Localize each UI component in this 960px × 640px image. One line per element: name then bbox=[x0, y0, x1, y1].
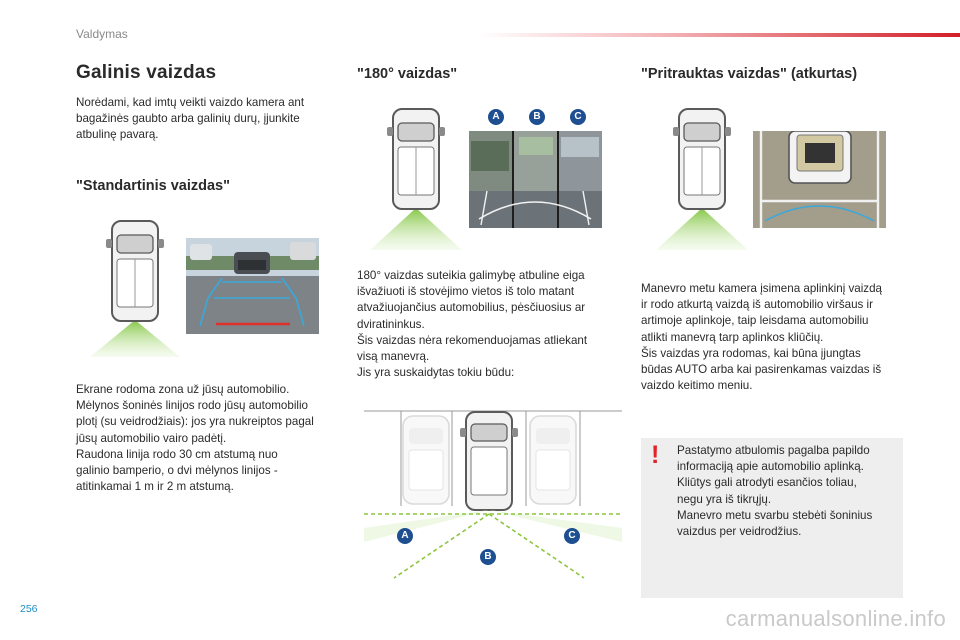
warning-icon: ! bbox=[651, 441, 660, 469]
standard-view-van-illustration bbox=[86, 215, 184, 360]
view-180-camera-screen bbox=[469, 131, 602, 228]
zoom-view-camera-screen bbox=[753, 131, 886, 228]
diagram-badge-c: C bbox=[564, 528, 580, 544]
diagram-badge-a: A bbox=[397, 528, 413, 544]
badge-c: C bbox=[570, 109, 586, 125]
badge-a: A bbox=[488, 109, 504, 125]
standard-view-camera-screen bbox=[186, 238, 319, 334]
badge-b: B bbox=[529, 109, 545, 125]
diagram-badge-b: B bbox=[480, 549, 496, 565]
zoom-view-van-illustration bbox=[654, 104, 750, 252]
intro-paragraph: Norėdami, kad imtų veikti vaizdo kamera ant bagažinės gaubto arba galinių durų, įjunkite atbulinę pavarą. bbox=[76, 96, 305, 142]
view-180-van-illustration bbox=[368, 104, 464, 252]
page-title: Galinis vaizdas bbox=[76, 62, 217, 83]
section-label: Valdymas bbox=[76, 27, 128, 41]
note-text: Pastatymo atbulomis pagalba papildo informaciją apie automobilio aplinką. Kliūtys gali atrodyti esančios toliau, negu yra iš tikrųjų. Manevro metu svarbu stebėti šoninius vaizdus per veidrodžius. bbox=[677, 444, 873, 539]
standard-view-description: Ekrane rodoma zona už jūsų automobilio. Mėlynos šoninės linijos rodo jūsų automobilio plotį (su veidrodžiais): jos yra nukreiptos pagal jūsų automobilio vairo padėtį. Raudona linija rodo 30 cm atstumą nuo galinio bamperio, o dvi mėlynos linijos - atitinkamai 1 m ir 2 m atstumą. bbox=[76, 383, 314, 494]
view-180-heading: "180° vaizdas" bbox=[357, 66, 458, 82]
standard-view-heading: "Standartinis vaizdas" bbox=[76, 178, 230, 194]
watermark: carmanualsonline.info bbox=[725, 606, 946, 631]
zoom-view-description: Manevro metu kamera įsimena aplinkinį vaizdą ir rodo atkurtą vaizdą iš automobilio viršaus ir artimoje aplinkoje, taip leisdama automobiliu atlikti manevrą tarp aplinkos kliūčių. Šis vaizdas yra rodomas, kai būna įjungtas būdas AUTO arba kai pasirenkamas vaizdas iš vaizdo keitimo meniu. bbox=[641, 282, 883, 393]
zoom-view-heading: "Pritrauktas vaizdas" (atkurtas) bbox=[641, 66, 858, 82]
page-number: 256 bbox=[20, 603, 38, 615]
header-accent-rule bbox=[480, 33, 960, 37]
view-180-description: 180° vaizdas suteikia galimybę atbuline eiga išvažiuoti iš stovėjimo vietos iš tolo matant atvažiuojančius automobilius, pėsčiuosius ar dviratininkus. Šis vaizdas nėra rekomenduojamas atliekant visą manevrą. Jis yra suskaidytas tokiu būdu: bbox=[357, 269, 588, 380]
